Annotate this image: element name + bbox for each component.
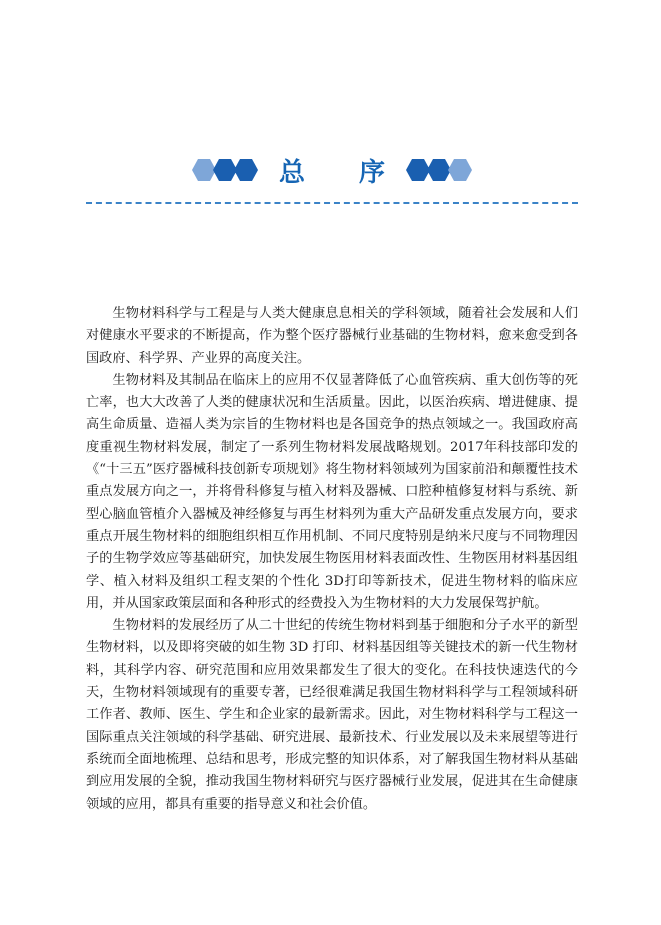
- title-row: [86, 150, 578, 190]
- paragraph-2: 生物材料及其制品在临床上的应用不仅显著降低了心血管疾病、重大创伤等的死亡率，也大大改善了人类的健康状况和生活质量。因此，以医治疾病、增进健康、提高生命质量、造福人类为宗旨的生物材料也是各国竞争的热点领域之一。我国政府高度重视生物材料发展，制定了一系列生物材料发展战略规划。2017年科技部印发的《“十三五”医疗器械科技创新专项规划》将生物材料领域列为国家前沿和颠覆性技术重点发展方向之一，并将骨科修复与植入材料及器械、口腔种植修复材料与系统、新型心脑血管植介入器械及神经修复与再生材料列为重大产品研发重点发展方向，要求重点开展生物材料的细胞组织相互作用机制、不同尺度特别是纳米尺度与不同物理因子的生物学效应等基础研究，加快发展生物医用材料表面改性、生物医用材料基因组学、植入材料及组织工程支架的个性化 3D打印等新技术，促进生物材料的临床应用，并从国家政策层面和各种形式的经费投入为生物材料的大力发展保驾护航。: [86, 372, 578, 611]
- left-hexagon-ornament-icon: [189, 155, 261, 185]
- title-char-2: 序: [359, 157, 386, 188]
- paragraph-1: 生物材料科学与工程是与人类大健康息息相关的学科领域，随着社会发展和人们对健康水平要求的不断提高，作为整个医疗器械行业基础的生物材料，愈来愈受到各国政府、科学界、产业界的高度关注。: [86, 306, 578, 366]
- right-hexagon-ornament-icon: [403, 155, 475, 185]
- section-header: [86, 150, 578, 206]
- paragraph-3: 生物材料的发展经历了从二十世纪的传统生物材料到基于细胞和分子水平的新型生物材料，以及即将突破的如生物 3D 打印、材料基因组等关键技术的新一代生物材料，其科学内容、研究范围和应用效果都发生了很大的变化。在科技快速迭代的今天，生物材料领域现有的重要专著，已经很难满足我国生物材料科学与工程领域科研工作者、教师、医生、学生和企业家的最新需求。因此，对生物材料科学与工程这一国际重点关注领域的科学基础、研究进展、最新技术、行业发展以及未来展望等进行系统而全面地梳理、总结和思考，形成完整的知识体系，对了解我国生物材料从基础到应用发展的全貌，推动我国生物材料研究与医疗器械行业发展，促进其在生命健康领域的应用，都具有重要的指导意义和社会价值。: [86, 618, 578, 812]
- body-text: [86, 303, 578, 816]
- dashed-divider: [86, 202, 578, 204]
- title-char-1: 总: [278, 157, 305, 188]
- page-title: [279, 152, 385, 189]
